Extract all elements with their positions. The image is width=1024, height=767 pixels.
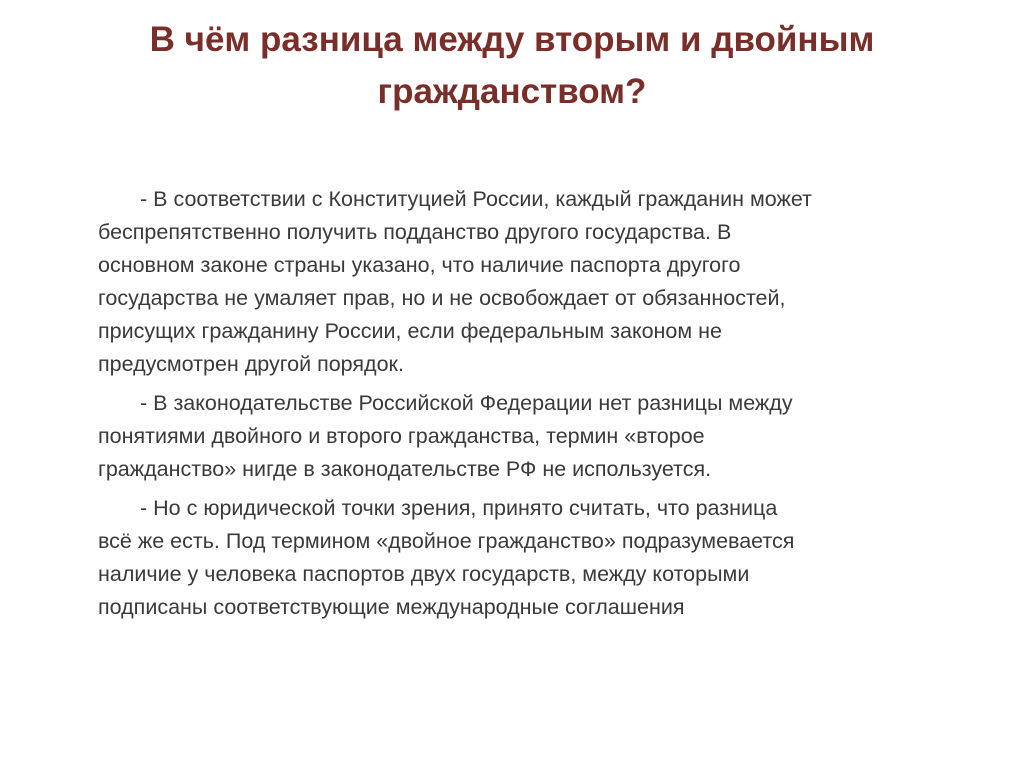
paragraph-line: беспрепятственно получить подданство другого государства. В: [98, 220, 732, 244]
paragraph-2: [98, 387, 968, 486]
slide-body: [98, 183, 968, 630]
paragraph-line: наличие у человека паспортов двух государств, между которыми: [98, 562, 750, 586]
paragraph-line: основном законе страны указано, что наличие паспорта другого: [98, 253, 741, 277]
paragraph-1: [98, 183, 968, 381]
paragraph-line: всё же есть. Под термином «двойное гражданство» подразумевается: [98, 529, 795, 553]
paragraph-line: присущих гражданину России, если федеральным законом не: [98, 319, 722, 343]
title-line-2: гражданством?: [377, 72, 647, 111]
paragraph-line: предусмотрен другой порядок.: [98, 352, 404, 376]
paragraph-line: - Но с юридической точки зрения, принято считать, что разница: [140, 496, 778, 520]
paragraph-line: гражданство» нигде в законодательстве РФ не используется.: [98, 457, 712, 481]
slide-title: [60, 14, 964, 118]
paragraph-line: государства не умаляет прав, но и не освобождает от обязанностей,: [98, 286, 786, 310]
paragraph-3: [98, 492, 968, 624]
paragraph-line: подписаны соответствующие международные соглашения: [98, 595, 685, 619]
paragraph-line: понятиями двойного и второго гражданства, термин «второе: [98, 424, 705, 448]
paragraph-line: - В законодательстве Российской Федерации нет разницы между: [140, 391, 793, 415]
title-line-1: В чём разница между вторым и двойным: [149, 20, 875, 59]
paragraph-line: - В соответствии с Конституцией России, каждый гражданин может: [140, 187, 812, 211]
